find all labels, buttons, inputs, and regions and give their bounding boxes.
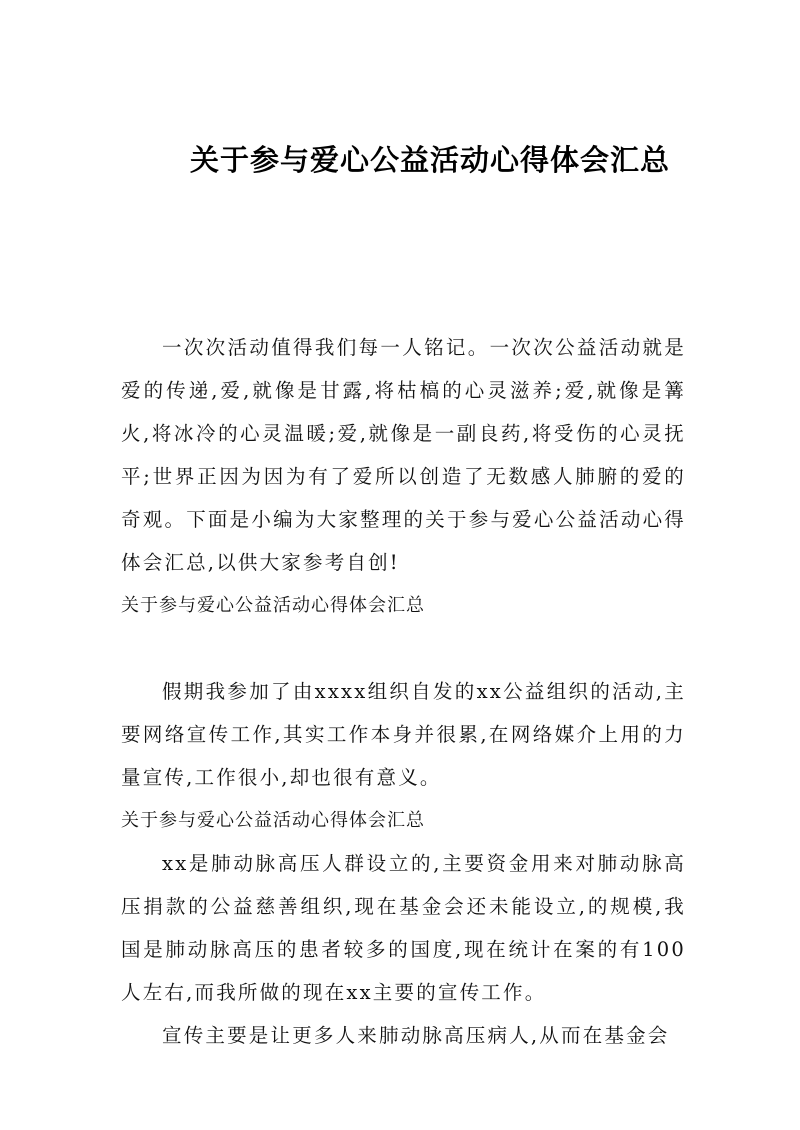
section-heading-2: 关于参与爱心公益活动心得体会汇总 xyxy=(121,810,425,831)
intro-paragraph: 一次次活动值得我们每一人铭记。一次次公益活动就是爱的传递,爱,就像是甘露,将枯槁的心灵滋养;爱,就像是篝火,将冰冷的心灵温暖;爱,就像是一副良药,将受伤的心灵抚平;世界正因为因为有了爱所以创造了无数感人肺腑的爱的奇观。下面是小编为大家整理的关于参与爱心公益活动心得体会汇总,以供大家参考自创! xyxy=(121,336,686,574)
blank-line xyxy=(121,627,686,670)
document-title: 关于参与爱心公益活动心得体会汇总 xyxy=(190,143,671,177)
section-1-paragraph: 假期我参加了由xxxx组织自发的xx公益组织的活动,主要网络宣传工作,其实工作本身并很累,在网络媒介上用的力量宣传,工作很小,却也很有意义。 xyxy=(121,680,686,789)
section-2-paragraph-1: xx是肺动脉高压人群设立的,主要资金用来对肺动脉高压捐款的公益慈善组织,现在基金会还未能设立,的规模,我国是肺动脉高压的患者较多的国度,现在统计在案的有100人左右,而我所做的现在xx主要的宣传工作。 xyxy=(121,852,686,1004)
document-body xyxy=(121,326,686,1057)
section-heading-1: 关于参与爱心公益活动心得体会汇总 xyxy=(121,595,425,616)
section-2-paragraph-2: 宣传主要是让更多人来肺动脉高压病人,从而在基金会 xyxy=(162,1024,670,1047)
